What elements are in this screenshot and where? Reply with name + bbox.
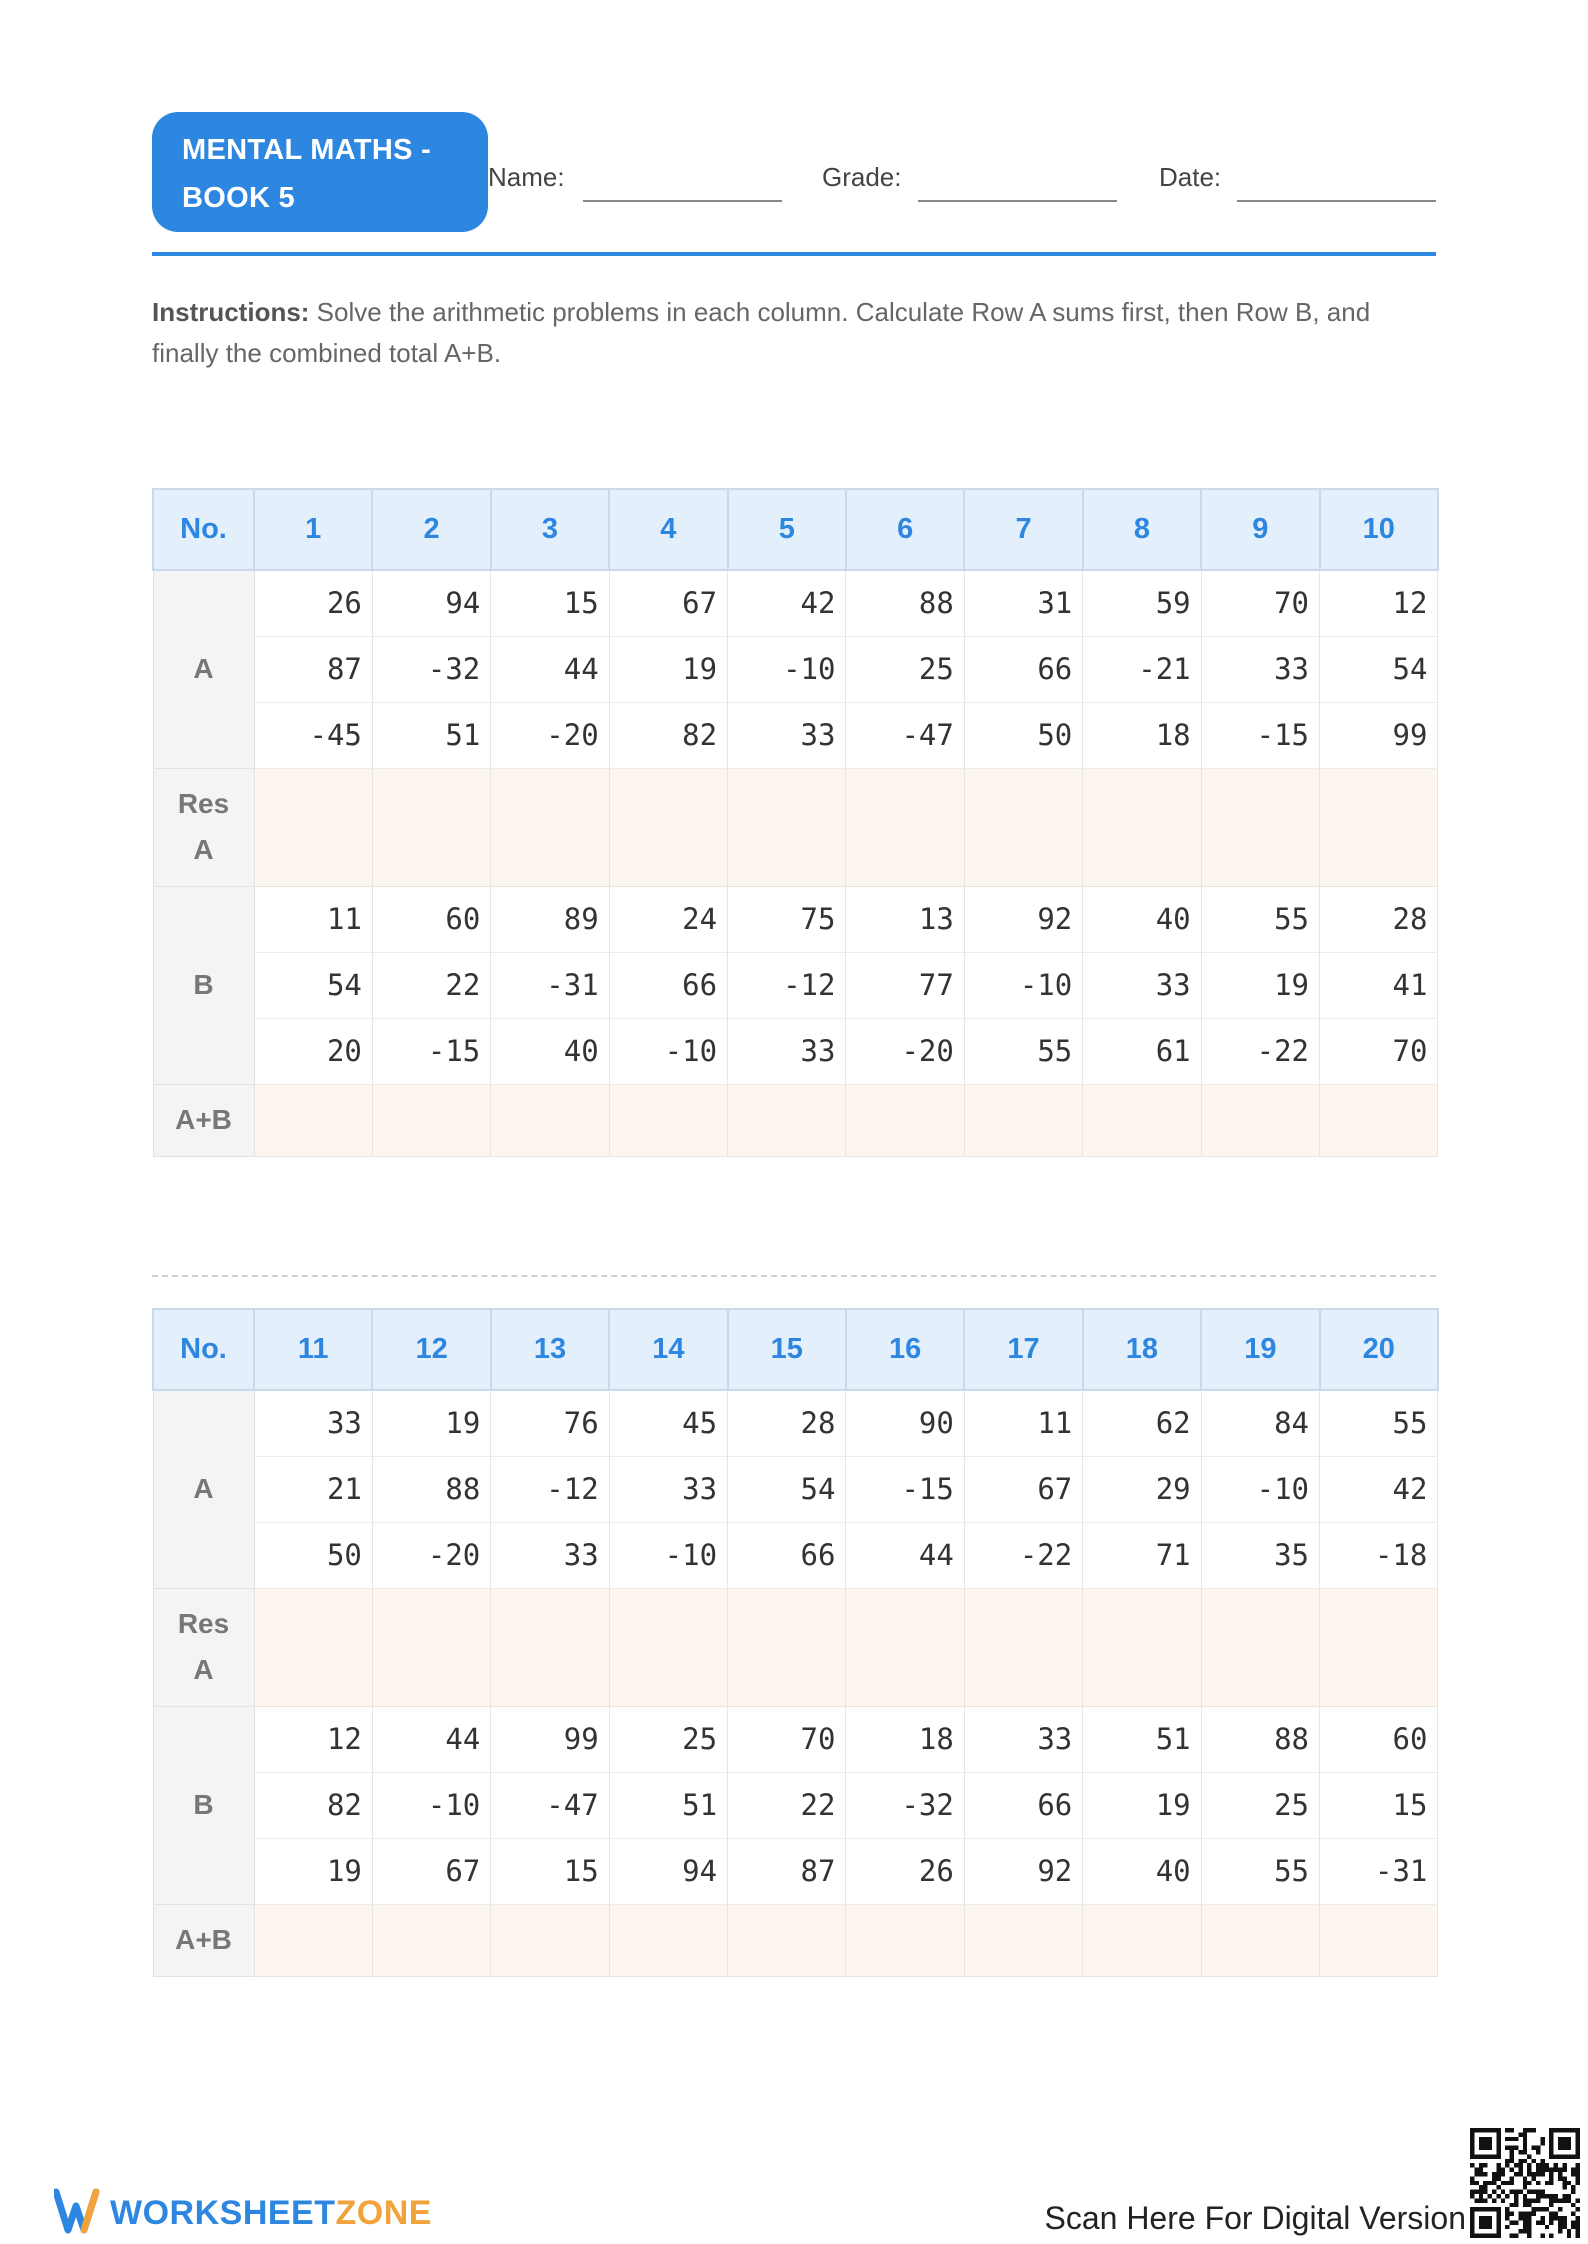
number-cell: 15 xyxy=(491,1838,609,1904)
grade-line[interactable] xyxy=(918,200,1117,202)
table-row xyxy=(153,1456,1438,1522)
table-header-row xyxy=(153,489,1438,570)
number-cell: 33 xyxy=(491,1522,609,1588)
number-cell: 22 xyxy=(372,952,490,1018)
number-cell: 31 xyxy=(964,570,1082,636)
a-plus-b-answer-cell[interactable] xyxy=(964,1084,1082,1156)
number-cell: 67 xyxy=(372,1838,490,1904)
no-header: No. xyxy=(153,489,254,570)
brand-name xyxy=(110,2190,432,2236)
column-header: 12 xyxy=(372,1309,490,1390)
number-cell: 99 xyxy=(491,1706,609,1772)
number-cell: -22 xyxy=(1201,1018,1319,1084)
number-cell: 50 xyxy=(964,702,1082,768)
res-a-answer-cell[interactable] xyxy=(964,768,1082,886)
res-a-answer-cell[interactable] xyxy=(1083,1588,1201,1706)
row-b-label: B xyxy=(153,886,254,1084)
number-cell: 40 xyxy=(1083,1838,1201,1904)
number-cell: 42 xyxy=(1320,1456,1438,1522)
number-cell: -32 xyxy=(372,636,490,702)
instructions xyxy=(152,292,1436,374)
a-plus-b-answer-cell[interactable] xyxy=(254,1084,372,1156)
number-cell: 24 xyxy=(609,886,727,952)
name-line[interactable] xyxy=(583,200,782,202)
number-cell: -21 xyxy=(1083,636,1201,702)
number-cell: -47 xyxy=(846,702,964,768)
number-cell: 76 xyxy=(491,1390,609,1456)
column-header: 6 xyxy=(846,489,964,570)
a-plus-b-answer-cell[interactable] xyxy=(372,1084,490,1156)
number-cell: 11 xyxy=(964,1390,1082,1456)
column-header: 14 xyxy=(609,1309,727,1390)
table-row xyxy=(153,1706,1438,1772)
logo-mark-icon xyxy=(54,2184,104,2236)
worksheet-title: MENTAL MATHS - BOOK 5 xyxy=(152,112,488,232)
number-cell: 18 xyxy=(846,1706,964,1772)
res-a-label: Res A xyxy=(153,768,254,886)
number-cell: 13 xyxy=(846,886,964,952)
res-a-answer-cell[interactable] xyxy=(491,768,609,886)
header-divider xyxy=(152,252,1436,256)
number-cell: 12 xyxy=(1320,570,1438,636)
number-cell: 40 xyxy=(1083,886,1201,952)
number-cell: 89 xyxy=(491,886,609,952)
row-a-label: A xyxy=(153,1390,254,1588)
number-cell: 19 xyxy=(372,1390,490,1456)
number-cell: 33 xyxy=(1201,636,1319,702)
number-cell: 15 xyxy=(491,570,609,636)
number-cell: -10 xyxy=(609,1522,727,1588)
number-cell: 92 xyxy=(964,1838,1082,1904)
column-header: 19 xyxy=(1201,1309,1319,1390)
a-plus-b-answer-cell[interactable] xyxy=(846,1904,964,1976)
number-cell: 54 xyxy=(1320,636,1438,702)
column-header: 4 xyxy=(609,489,727,570)
brand-part-1: WORKSHEET xyxy=(110,2194,336,2232)
a-plus-b-answer-cell[interactable] xyxy=(1083,1904,1201,1976)
number-cell: 67 xyxy=(964,1456,1082,1522)
a-plus-b-answer-cell[interactable] xyxy=(254,1904,372,1976)
number-cell: -31 xyxy=(491,952,609,1018)
number-cell: -22 xyxy=(964,1522,1082,1588)
res-a-answer-cell[interactable] xyxy=(1201,768,1319,886)
table-row xyxy=(153,1772,1438,1838)
worksheet-header xyxy=(152,112,1436,232)
instructions-lead: Instructions: xyxy=(152,297,310,327)
number-cell: 26 xyxy=(254,570,372,636)
a-plus-b-answer-cell[interactable] xyxy=(964,1904,1082,1976)
res-a-answer-cell[interactable] xyxy=(964,1588,1082,1706)
number-cell: 62 xyxy=(1083,1390,1201,1456)
a-plus-b-answer-cell[interactable] xyxy=(728,1084,846,1156)
column-header: 17 xyxy=(964,1309,1082,1390)
number-cell: 19 xyxy=(1083,1772,1201,1838)
number-cell: 92 xyxy=(964,886,1082,952)
number-cell: -31 xyxy=(1320,1838,1438,1904)
number-cell: 71 xyxy=(1083,1522,1201,1588)
brand-part-2: ZONE xyxy=(335,2194,432,2232)
number-cell: 67 xyxy=(609,570,727,636)
res-a-answer-cell[interactable] xyxy=(1320,768,1438,886)
a-plus-b-answer-cell[interactable] xyxy=(1201,1904,1319,1976)
number-cell: 82 xyxy=(254,1772,372,1838)
a-plus-b-answer-cell[interactable] xyxy=(491,1904,609,1976)
table-row xyxy=(153,702,1438,768)
number-cell: 70 xyxy=(728,1706,846,1772)
number-cell: 94 xyxy=(372,570,490,636)
grade-label: Grade: xyxy=(822,162,902,192)
problem-table-2 xyxy=(152,1308,1439,1977)
number-cell: 35 xyxy=(1201,1522,1319,1588)
column-header: 7 xyxy=(964,489,1082,570)
number-cell: -15 xyxy=(846,1456,964,1522)
number-cell: 55 xyxy=(1320,1390,1438,1456)
column-header: 9 xyxy=(1201,489,1319,570)
table-row xyxy=(153,1018,1438,1084)
number-cell: 22 xyxy=(728,1772,846,1838)
number-cell: 55 xyxy=(1201,886,1319,952)
number-cell: 51 xyxy=(609,1772,727,1838)
abrow xyxy=(153,1084,1438,1156)
number-cell: 87 xyxy=(728,1838,846,1904)
number-cell: 12 xyxy=(254,1706,372,1772)
a-plus-b-answer-cell[interactable] xyxy=(609,1904,727,1976)
number-cell: 33 xyxy=(254,1390,372,1456)
date-field[interactable] xyxy=(1159,152,1436,202)
number-cell: 54 xyxy=(254,952,372,1018)
number-cell: 61 xyxy=(1083,1018,1201,1084)
number-cell: 33 xyxy=(728,702,846,768)
number-cell: 87 xyxy=(254,636,372,702)
a-plus-b-answer-cell[interactable] xyxy=(1201,1084,1319,1156)
number-cell: 94 xyxy=(609,1838,727,1904)
number-cell: 66 xyxy=(964,1772,1082,1838)
table-row xyxy=(153,570,1438,636)
a-plus-b-answer-cell[interactable] xyxy=(609,1084,727,1156)
a-plus-b-label: A+B xyxy=(153,1904,254,1976)
number-cell: 60 xyxy=(1320,1706,1438,1772)
number-cell: 60 xyxy=(372,886,490,952)
number-cell: -10 xyxy=(964,952,1082,1018)
number-cell: 41 xyxy=(1320,952,1438,1018)
number-cell: 59 xyxy=(1083,570,1201,636)
resrow xyxy=(153,768,1438,886)
number-cell: -20 xyxy=(372,1522,490,1588)
number-cell: 90 xyxy=(846,1390,964,1456)
res-a-answer-cell[interactable] xyxy=(254,1588,372,1706)
column-header: 11 xyxy=(254,1309,372,1390)
number-cell: 18 xyxy=(1083,702,1201,768)
number-cell: 70 xyxy=(1201,570,1319,636)
res-a-answer-cell[interactable] xyxy=(372,768,490,886)
name-field[interactable] xyxy=(488,152,782,202)
a-plus-b-answer-cell[interactable] xyxy=(491,1084,609,1156)
number-cell: 75 xyxy=(728,886,846,952)
a-plus-b-answer-cell[interactable] xyxy=(372,1904,490,1976)
date-line[interactable] xyxy=(1237,200,1436,202)
date-label: Date: xyxy=(1159,162,1222,192)
row-b-label: B xyxy=(153,1706,254,1904)
res-a-answer-cell[interactable] xyxy=(1320,1588,1438,1706)
column-header: 1 xyxy=(254,489,372,570)
number-cell: -47 xyxy=(491,1772,609,1838)
number-cell: 25 xyxy=(846,636,964,702)
table-row xyxy=(153,1838,1438,1904)
number-cell: 55 xyxy=(1201,1838,1319,1904)
column-header: 2 xyxy=(372,489,490,570)
number-cell: 55 xyxy=(964,1018,1082,1084)
res-a-answer-cell[interactable] xyxy=(609,768,727,886)
number-cell: -12 xyxy=(491,1456,609,1522)
qr-code-icon[interactable] xyxy=(1470,2128,1580,2238)
worksheetzone-logo xyxy=(54,2184,434,2240)
number-cell: 66 xyxy=(609,952,727,1018)
number-cell: -20 xyxy=(491,702,609,768)
column-header: 3 xyxy=(491,489,609,570)
a-plus-b-answer-cell[interactable] xyxy=(1320,1084,1438,1156)
number-cell: 51 xyxy=(1083,1706,1201,1772)
number-cell: 26 xyxy=(846,1838,964,1904)
row-a-label: A xyxy=(153,570,254,768)
number-cell: 44 xyxy=(846,1522,964,1588)
number-cell: -10 xyxy=(1201,1456,1319,1522)
section-divider xyxy=(152,1275,1436,1277)
column-header: 20 xyxy=(1320,1309,1438,1390)
problem-table-1 xyxy=(152,488,1439,1157)
number-cell: 66 xyxy=(728,1522,846,1588)
number-cell: 50 xyxy=(254,1522,372,1588)
abrow xyxy=(153,1904,1438,1976)
a-plus-b-answer-cell[interactable] xyxy=(728,1904,846,1976)
number-cell: -32 xyxy=(846,1772,964,1838)
resrow xyxy=(153,1588,1438,1706)
column-header: 18 xyxy=(1083,1309,1201,1390)
res-a-answer-cell[interactable] xyxy=(1201,1588,1319,1706)
number-cell: 54 xyxy=(728,1456,846,1522)
number-cell: 88 xyxy=(846,570,964,636)
number-cell: 33 xyxy=(1083,952,1201,1018)
number-cell: 42 xyxy=(728,570,846,636)
number-cell: -18 xyxy=(1320,1522,1438,1588)
number-cell: 33 xyxy=(964,1706,1082,1772)
number-cell: 15 xyxy=(1320,1772,1438,1838)
number-cell: 70 xyxy=(1320,1018,1438,1084)
table-header-row xyxy=(153,1309,1438,1390)
column-header: 16 xyxy=(846,1309,964,1390)
number-cell: -15 xyxy=(372,1018,490,1084)
a-plus-b-answer-cell[interactable] xyxy=(1320,1904,1438,1976)
table-row xyxy=(153,952,1438,1018)
number-cell: 21 xyxy=(254,1456,372,1522)
column-header: 10 xyxy=(1320,489,1438,570)
number-cell: 19 xyxy=(1201,952,1319,1018)
res-a-answer-cell[interactable] xyxy=(609,1588,727,1706)
number-cell: 33 xyxy=(609,1456,727,1522)
number-cell: 33 xyxy=(728,1018,846,1084)
table-row xyxy=(153,886,1438,952)
number-cell: 88 xyxy=(372,1456,490,1522)
number-cell: 99 xyxy=(1320,702,1438,768)
number-cell: -12 xyxy=(728,952,846,1018)
column-header: 5 xyxy=(728,489,846,570)
number-cell: 77 xyxy=(846,952,964,1018)
number-cell: -20 xyxy=(846,1018,964,1084)
number-cell: 82 xyxy=(609,702,727,768)
number-cell: 11 xyxy=(254,886,372,952)
column-header: 13 xyxy=(491,1309,609,1390)
number-cell: 25 xyxy=(609,1706,727,1772)
column-header: 15 xyxy=(728,1309,846,1390)
table-row xyxy=(153,1390,1438,1456)
res-a-answer-cell[interactable] xyxy=(728,1588,846,1706)
res-a-answer-cell[interactable] xyxy=(1083,768,1201,886)
res-a-label: Res A xyxy=(153,1588,254,1706)
number-cell: 40 xyxy=(491,1018,609,1084)
number-cell: 88 xyxy=(1201,1706,1319,1772)
name-label: Name: xyxy=(488,162,565,192)
a-plus-b-label: A+B xyxy=(153,1084,254,1156)
number-cell: -10 xyxy=(609,1018,727,1084)
number-cell: 29 xyxy=(1083,1456,1201,1522)
no-header: No. xyxy=(153,1309,254,1390)
number-cell: -10 xyxy=(728,636,846,702)
table-row xyxy=(153,636,1438,702)
number-cell: 19 xyxy=(609,636,727,702)
number-cell: 44 xyxy=(491,636,609,702)
res-a-answer-cell[interactable] xyxy=(846,768,964,886)
number-cell: 44 xyxy=(372,1706,490,1772)
number-cell: 84 xyxy=(1201,1390,1319,1456)
column-header: 8 xyxy=(1083,489,1201,570)
scan-caption: Scan Here For Digital Version xyxy=(1044,2200,1466,2236)
number-cell: 19 xyxy=(254,1838,372,1904)
number-cell: 51 xyxy=(372,702,490,768)
number-cell: -45 xyxy=(254,702,372,768)
number-cell: -10 xyxy=(372,1772,490,1838)
a-plus-b-answer-cell[interactable] xyxy=(1083,1084,1201,1156)
number-cell: 45 xyxy=(609,1390,727,1456)
table-row xyxy=(153,1522,1438,1588)
res-a-answer-cell[interactable] xyxy=(491,1588,609,1706)
res-a-answer-cell[interactable] xyxy=(728,768,846,886)
res-a-answer-cell[interactable] xyxy=(254,768,372,886)
res-a-answer-cell[interactable] xyxy=(846,1588,964,1706)
number-cell: 66 xyxy=(964,636,1082,702)
grade-field[interactable] xyxy=(822,152,1117,202)
instructions-text: Solve the arithmetic problems in each column. Calculate Row A sums first, then Row B, and finally the combined total A+B. xyxy=(152,297,1371,368)
number-cell: 20 xyxy=(254,1018,372,1084)
number-cell: 28 xyxy=(728,1390,846,1456)
number-cell: -15 xyxy=(1201,702,1319,768)
number-cell: 25 xyxy=(1201,1772,1319,1838)
res-a-answer-cell[interactable] xyxy=(372,1588,490,1706)
number-cell: 28 xyxy=(1320,886,1438,952)
a-plus-b-answer-cell[interactable] xyxy=(846,1084,964,1156)
